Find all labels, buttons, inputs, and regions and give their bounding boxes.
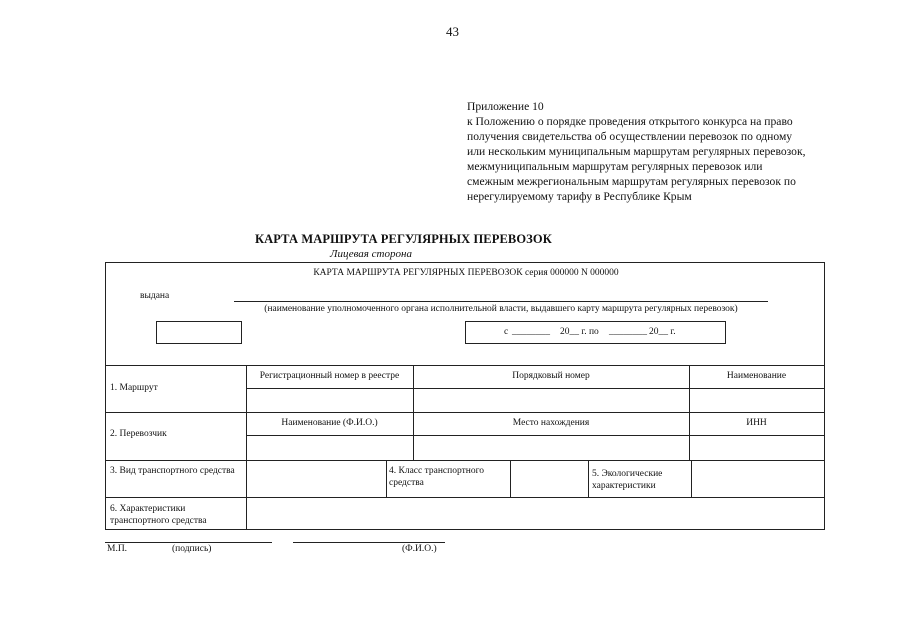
signature-line — [105, 542, 272, 543]
appendix-note — [467, 99, 897, 204]
col-divider — [588, 460, 589, 497]
issued-line — [234, 301, 768, 302]
carrier-header-location: Место нахождения — [512, 418, 590, 428]
row-divider — [106, 497, 824, 498]
document-title: КАРТА МАРШРУТА РЕГУЛЯРНЫХ ПЕРЕВОЗОК — [255, 232, 552, 246]
validity-period-box[interactable] — [465, 321, 726, 344]
carrier-label: 2. Перевозчик — [110, 429, 167, 439]
eco-label: 5. Экологические характеристики — [592, 469, 663, 491]
vehicle-class-label: 4. Класс транспортного средства — [389, 466, 484, 488]
appendix-line: или нескольким муниципальным маршрутам регулярных перевозок, — [467, 145, 806, 158]
period-from-blank: ________ — [512, 327, 550, 337]
issued-label: выдана — [140, 291, 170, 301]
col-divider — [510, 460, 511, 497]
row-divider — [106, 365, 824, 366]
period-from: с — [504, 327, 509, 337]
carrier-header-inn: ИНН — [746, 418, 767, 428]
stamp-label: М.П. — [107, 544, 128, 554]
document-subtitle: Лицевая сторона — [330, 248, 412, 260]
appendix-line: межмуниципальным маршрутам регулярных перевозок или — [467, 160, 763, 173]
period-year1: 20__ г. по — [560, 327, 599, 337]
row-divider — [246, 388, 824, 389]
page-number: 43 — [446, 24, 459, 39]
carrier-header-name: Наименование (Ф.И.О.) — [281, 418, 378, 428]
name-line — [293, 542, 445, 543]
appendix-line: получения свидетельства об осуществлении перевозок по одному — [467, 130, 793, 143]
route-card-form — [105, 262, 825, 530]
route-label: 1. Маршрут — [110, 383, 158, 393]
col-divider — [386, 460, 387, 497]
issued-caption: (наименование уполномоченного органа исполнительной власти, выдавшего карту маршрута регулярных перевозок) — [264, 304, 738, 314]
col-divider — [691, 460, 692, 497]
series-box[interactable] — [156, 321, 242, 344]
route-header-name: Наименование — [726, 371, 787, 381]
appendix-line: смежным межрегиональным маршрутам регулярных перевозок по — [467, 175, 796, 188]
route-header-seq-number: Порядковый номер — [512, 371, 590, 381]
period-to-blank: ________ — [609, 327, 647, 337]
period-year2: 20__ г. — [649, 327, 676, 337]
name-caption: (Ф.И.О.) — [402, 544, 437, 554]
row-divider — [106, 460, 824, 461]
route-header-reg-number: Регистрационный номер в реестре — [259, 371, 400, 381]
vehicle-type-label: 3. Вид транспортного средства — [110, 466, 235, 476]
appendix-line: Приложение 10 — [467, 100, 544, 113]
row-divider — [106, 412, 824, 413]
col-divider — [246, 365, 247, 529]
appendix-line: к Положению о порядке проведения открытого конкурса на право — [467, 115, 793, 128]
row-divider — [246, 435, 824, 436]
vehicle-specs-label: 6. Характеристики транспортного средства — [110, 504, 207, 526]
signature-caption: (подпись) — [172, 544, 212, 554]
form-heading: КАРТА МАРШРУТА РЕГУЛЯРНЫХ ПЕРЕВОЗОК серия 000000 N 000000 — [313, 268, 619, 278]
appendix-line: нерегулируемому тарифу в Республике Крым — [467, 190, 692, 203]
